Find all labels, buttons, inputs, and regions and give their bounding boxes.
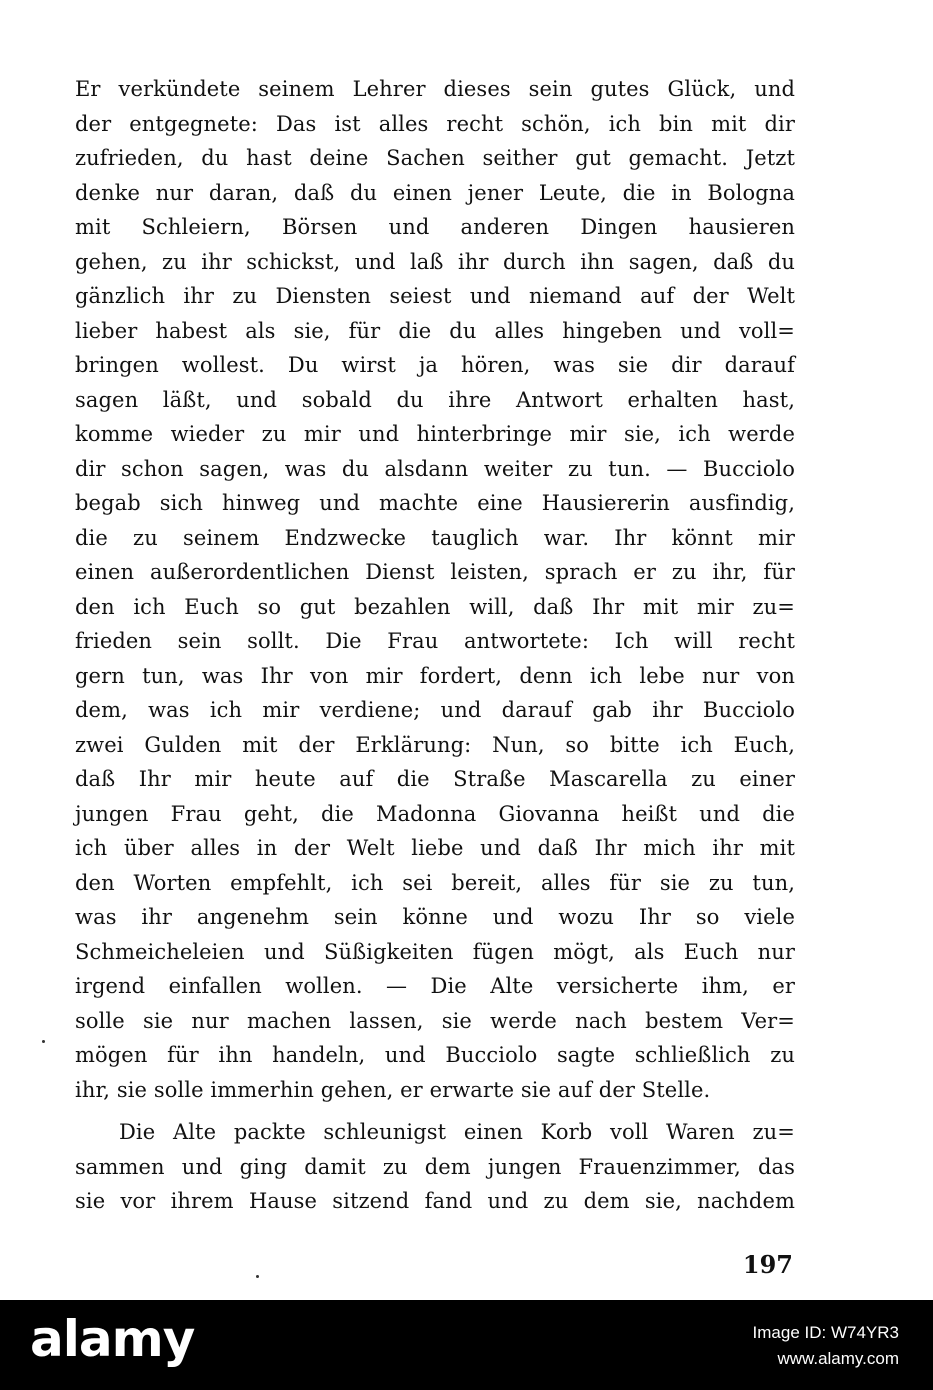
body-text bbox=[75, 72, 795, 1219]
text-line: der entgegnete: Das ist alles recht schön, ich bin mit dir bbox=[75, 111, 795, 136]
text-line: zwei Gulden mit der Erklärung: Nun, so bitte ich Euch, bbox=[75, 732, 795, 757]
text-line: Die Alte packte schleunigst einen Korb voll Waren zu= bbox=[119, 1120, 795, 1144]
text-line: sagen läßt, und sobald du ihre Antwort erhalten hast, bbox=[75, 387, 795, 412]
watermark-info bbox=[753, 1320, 899, 1372]
text-line: den Worten empfehlt, ich sei bereit, alles für sie zu tun, bbox=[75, 870, 795, 895]
text-line: solle sie nur machen lassen, sie werde nach bestem Ver= bbox=[75, 1008, 795, 1033]
text-line: gern tun, was Ihr von mir fordert, denn ich lebe nur von bbox=[75, 663, 795, 688]
text-line: komme wieder zu mir und hinterbringe mir sie, ich werde bbox=[75, 422, 795, 446]
text-line: lieber habest als sie, für die du alles hingeben und voll= bbox=[75, 318, 795, 343]
text-line: dir schon sagen, was du alsdann weiter zu tun. — Bucciolo bbox=[75, 456, 795, 481]
text-line: den ich Euch so gut bezahlen will, daß Ihr mit mir zu= bbox=[75, 594, 795, 619]
site-url: www.alamy.com bbox=[777, 1349, 899, 1368]
alamy-logo: alamy bbox=[30, 1310, 195, 1368]
page-number: 197 bbox=[742, 1250, 793, 1279]
text-line: begab sich hinweg und machte eine Hausiererin ausfindig, bbox=[75, 491, 795, 515]
text-line: sammen und ging damit zu dem jungen Frauenzimmer, das bbox=[75, 1154, 795, 1179]
watermark-bar bbox=[0, 1300, 933, 1390]
text-line: daß Ihr mir heute auf die Straße Mascarella zu einer bbox=[75, 767, 795, 791]
text-line: Er verkündete seinem Lehrer dieses sein gutes Glück, und bbox=[75, 77, 795, 101]
text-line: jungen Frau geht, die Madonna Giovanna heißt und die bbox=[75, 801, 795, 826]
text-line: ich über alles in der Welt liebe und daß Ihr mich ihr mit bbox=[75, 836, 795, 860]
text-line: bringen wollest. Du wirst ja hören, was sie dir darauf bbox=[75, 353, 795, 377]
text-line: mögen für ihn handeln, und Bucciolo sagte schließlich zu bbox=[75, 1043, 795, 1067]
text-line: denke nur daran, daß du einen jener Leute, die in Bologna bbox=[75, 180, 795, 205]
text-line: dem, was ich mir verdiene; und darauf gab ihr Bucciolo bbox=[75, 698, 795, 722]
text-line: Schmeicheleien und Süßigkeiten fügen mögt, als Euch nur bbox=[75, 939, 795, 964]
text-line: sie vor ihrem Hause sitzend fand und zu dem sie, nachdem bbox=[75, 1189, 795, 1213]
text-line: frieden sein sollt. Die Frau antwortete: Ich will recht bbox=[75, 629, 795, 653]
text-line: ihr, sie solle immerhin gehen, er erwarte sie auf der Stelle. bbox=[75, 1077, 711, 1102]
text-line: die zu seinem Endzwecke tauglich war. Ihr könnt mir bbox=[75, 525, 795, 550]
text-line: irgend einfallen wollen. — Die Alte versicherte ihm, er bbox=[75, 974, 795, 998]
scan-speck bbox=[256, 1275, 259, 1278]
image-id: Image ID: W74YR3 bbox=[752, 1323, 899, 1342]
scan-speck bbox=[42, 1040, 45, 1043]
text-line: was ihr angenehm sein könne und wozu Ihr so viele bbox=[75, 905, 795, 929]
text-line: mit Schleiern, Börsen und anderen Dingen hausieren bbox=[75, 215, 795, 239]
text-line: gänzlich ihr zu Diensten seiest und niemand auf der Welt bbox=[75, 284, 795, 308]
text-line: gehen, zu ihr schickst, und laß ihr durch ihn sagen, daß du bbox=[75, 249, 795, 274]
text-line: einen außerordentlichen Dienst leisten, sprach er zu ihr, für bbox=[75, 560, 795, 584]
paragraph-gap bbox=[75, 1107, 795, 1115]
text-line: zufrieden, du hast deine Sachen seither gut gemacht. Jetzt bbox=[75, 146, 795, 170]
